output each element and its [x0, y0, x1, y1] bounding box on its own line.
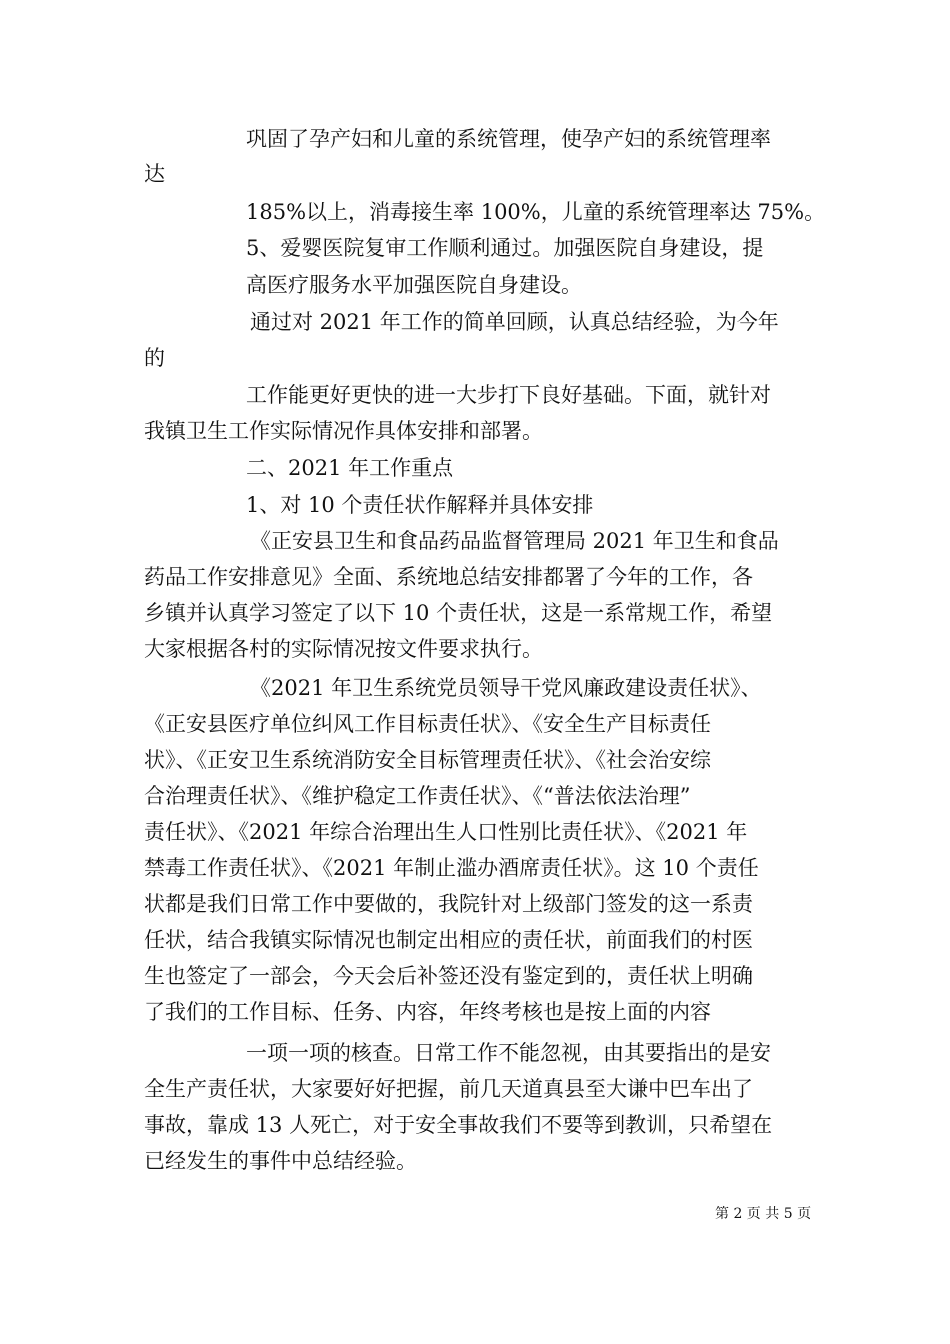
section-heading: 二、2021 年工作重点 [246, 456, 454, 480]
text-line: 事故，靠成 13 人死亡，对于安全事故我们不要等到教训，只希望在 [144, 1113, 773, 1137]
text-line: 了我们的工作目标、任务、内容，年终考核也是按上面的内容 [144, 1000, 711, 1024]
text-line: 合治理责任状》、《维护稳定工作责任状》、《“普法依法治理” [144, 784, 691, 808]
text-line: 责任状》、《2021 年综合治理出生人口性别比责任状》、《2021 年 [144, 820, 748, 844]
text-line: 乡镇并认真学习签定了以下 10 个责任状，这是一系常规工作，希望 [144, 601, 773, 625]
subsection-heading: 1、对 10 个责任状作解释并具体安排 [246, 493, 594, 517]
text-line: 5、爱婴医院复审工作顺利通过。加强医院自身建设，提 [246, 236, 764, 260]
text-line: 《2021 年卫生系统党员领导干党风廉政建设责任状》、 [250, 676, 762, 700]
text-line: 大家根据各村的实际情况按文件要求执行。 [144, 637, 543, 661]
text-line: 一项一项的核查。日常工作不能忽视，由其要指出的是安 [246, 1041, 771, 1065]
text-line: 《正安县卫生和食品药品监督管理局 2021 年卫生和食品 [250, 529, 779, 553]
text-line: 达 [144, 162, 165, 186]
text-line: 我镇卫生工作实际情况作具体安排和部署。 [144, 419, 543, 443]
text-line: 巩固了孕产妇和儿童的系统管理，使孕产妇的系统管理率 [246, 127, 771, 151]
text-line: 的 [144, 346, 165, 370]
text-line: 生也签定了一部会，今天会后补签还没有鉴定到的，责任状上明确 [144, 964, 753, 988]
text-line: 已经发生的事件中总结经验。 [144, 1149, 417, 1173]
text-line: 任状，结合我镇实际情况也制定出相应的责任状，前面我们的村医 [144, 928, 753, 952]
text-line: 禁毒工作责任状》、《2021 年制止滥办酒席责任状》。这 10 个责任 [144, 856, 759, 880]
page-number-footer: 第 2 页 共 5 页 [715, 1206, 812, 1222]
text-line: 高医疗服务水平加强医院自身建设。 [246, 273, 582, 297]
text-line: 药品工作安排意见》全面、系统地总结安排都署了今年的工作，各 [144, 565, 753, 589]
text-line: 状都是我们日常工作中要做的，我院针对上级部门签发的这一系责 [144, 892, 753, 916]
text-line: 185%以上，消毒接生率 100%，儿童的系统管理率达 75%。 [246, 200, 826, 224]
text-line: 全生产责任状，大家要好好把握，前几天道真县至大谦中巴车出了 [144, 1077, 753, 1101]
text-line: 工作能更好更快的进一大步打下良好基础。下面，就针对 [246, 383, 771, 407]
text-line: 通过对 2021 年工作的简单回顾，认真总结经验，为今年 [250, 310, 779, 334]
text-line: 状》、《正安卫生系统消防安全目标管理责任状》、《社会治安综 [144, 748, 711, 772]
text-line: 《正安县医疗单位纠风工作目标责任状》、《安全生产目标责任 [144, 712, 711, 736]
